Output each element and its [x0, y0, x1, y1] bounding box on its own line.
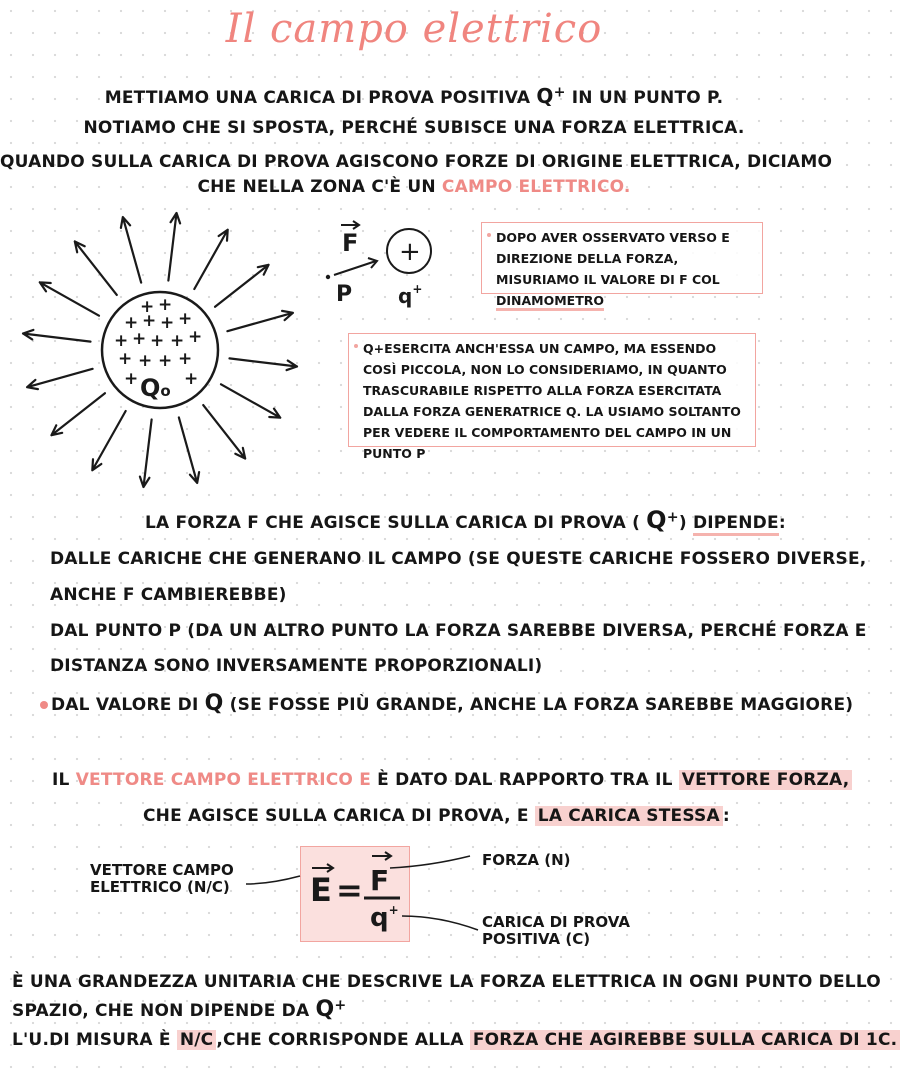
plus-sign: + [158, 351, 173, 371]
plus-sign: + [132, 329, 147, 349]
label-test-charge: CARICA DI PROVA POSITIVA (C) [482, 913, 630, 948]
plus-sign: + [118, 349, 133, 369]
formula-denominator: q+ [370, 903, 399, 933]
plus-sign: + [114, 331, 129, 351]
formula-leaders [240, 850, 490, 950]
conclusion-line-1: È UNA GRANDEZZA UNITARIA CHE DESCRIVE LA FORZA ELETTRICA IN OGNI PUNTO DELLO [12, 972, 881, 992]
field-line-arrow [221, 384, 280, 417]
field-line-arrow [203, 405, 245, 458]
note-dinamometro: DOPO AVER OSSERVATO VERSO E DIREZIONE DELLA FORZA, MISURIAMO IL VALORE DI F COL DINAMOMETRO [481, 222, 763, 294]
dependence-item-1b: ANCHE F CAMBIEREBBE) [50, 585, 287, 605]
label-field-vector: VETTORE CAMPO ELETTRICO (N/C) [90, 861, 234, 896]
field-line-arrow [215, 265, 268, 307]
field-line-arrow [179, 417, 199, 482]
plus-sign: + [184, 369, 199, 389]
plus-sign: + [138, 351, 153, 371]
formula-equals: = [336, 871, 363, 909]
dependence-item-2a: DAL PUNTO P (DA UN ALTRO PUNTO LA FORZA SAREBBE DIVERSA, PERCHÉ FORZA E [50, 621, 867, 641]
intro-line-3: QUANDO SULLA CARICA DI PROVA AGISCONO FORZE DI ORIGINE ELETTRICA, DICIAMO [0, 152, 833, 172]
formula-numerator: F [370, 864, 390, 897]
field-line-arrow [40, 282, 99, 315]
field-line-arrow [194, 230, 227, 289]
dependence-item-2b: DISTANZA SONO INVERSAMENTE PROPORZIONALI) [50, 656, 543, 676]
test-charge-plus: + [399, 237, 421, 267]
definition-line-1: IL VETTORE CAMPO ELETTRICO E È DATO DAL RAPPORTO TRA IL VETTORE FORZA, [52, 770, 852, 790]
intro-line-1: METTIAMO UNA CARICA DI PROVA POSITIVA Q+ IN UN PUNTO P. [104, 84, 724, 108]
plus-sign: + [160, 313, 175, 333]
field-line-arrow [121, 217, 141, 282]
field-line-arrow [51, 393, 104, 435]
field-line-arrow [227, 311, 292, 331]
source-charge-label: Qo [140, 374, 171, 402]
plus-sign: + [150, 331, 165, 351]
intro-line-2: NOTIAMO CHE SI SPOSTA, PERCHÉ SUBISCE UNA FORZA ELETTRICA. [83, 118, 745, 138]
dependence-item-1a: DALLE CARICHE CHE GENERANO IL CAMPO (SE QUESTE CARICHE FOSSERO DIVERSE, [50, 549, 867, 569]
plus-sign: + [124, 369, 139, 389]
plus-sign: + [140, 297, 155, 317]
field-line-arrow [229, 358, 297, 370]
conclusion-line-3: L'U.DI MISURA È N/C ,CHE CORRISPONDE ALLA FORZA CHE AGIREBBE SULLA CARICA DI 1C. [12, 1030, 900, 1050]
point-p-dot [326, 275, 330, 279]
field-line-arrow [168, 213, 180, 281]
test-charge-diagram [318, 215, 448, 310]
plus-sign: + [178, 349, 193, 369]
plus-sign: + [158, 295, 173, 315]
dependence-heading: LA FORZA F CHE AGISCE SULLA CARICA DI PROVA ( Q+) DIPENDE: [145, 506, 786, 534]
field-line-arrow [23, 330, 91, 342]
plus-sign: + [178, 309, 193, 329]
plus-sign: + [170, 331, 185, 351]
definition-line-2: CHE AGISCE SULLA CARICA DI PROVA, E LA CARICA STESSA : [143, 806, 730, 826]
formula-lhs: E [310, 871, 332, 909]
point-p-label: P [336, 282, 353, 307]
intro-line-4: CHE NELLA ZONA C'È UN CAMPO ELETTRICO. [197, 177, 631, 197]
note-test-charge: Q+ESERCITA ANCH'ESSA UN CAMPO, MA ESSENDO COSÌ PICCOLA, NON LO CONSIDERIAMO, IN QUANTO TRASCURABILE RISPETTO ALLA FORZA ESERCITATA DALLA FORZA GENERATRICE Q. LA USIAMO SOLTANTO PER VEDERE IL COMPORTAMENTO DEL CAMPO IN UN PUNTO P [348, 333, 756, 447]
field-line-arrow [27, 369, 92, 389]
field-line-arrow [92, 411, 125, 470]
field-diagram [0, 200, 320, 500]
field-line-arrow [75, 241, 117, 294]
test-charge-label: q+ [398, 282, 423, 308]
label-force: FORZA (N) [482, 851, 571, 869]
dependence-item-3: DAL VALORE DI Q (SE FOSSE PIÙ GRANDE, ANCHE LA FORZA SAREBBE MAGGIORE) [40, 691, 853, 716]
force-label: F [342, 229, 359, 257]
plus-sign: + [142, 311, 157, 331]
conclusion-line-2: SPAZIO, CHE NON DIPENDE DA Q+ [12, 997, 347, 1022]
plus-sign: + [124, 313, 139, 333]
campo-elettrico-highlight: CAMPO ELETTRICO. [441, 177, 631, 197]
field-line-arrow [140, 419, 152, 487]
page-title: Il campo elettrico [225, 6, 603, 52]
plus-sign: + [188, 327, 203, 347]
bullet-dot [40, 701, 48, 709]
